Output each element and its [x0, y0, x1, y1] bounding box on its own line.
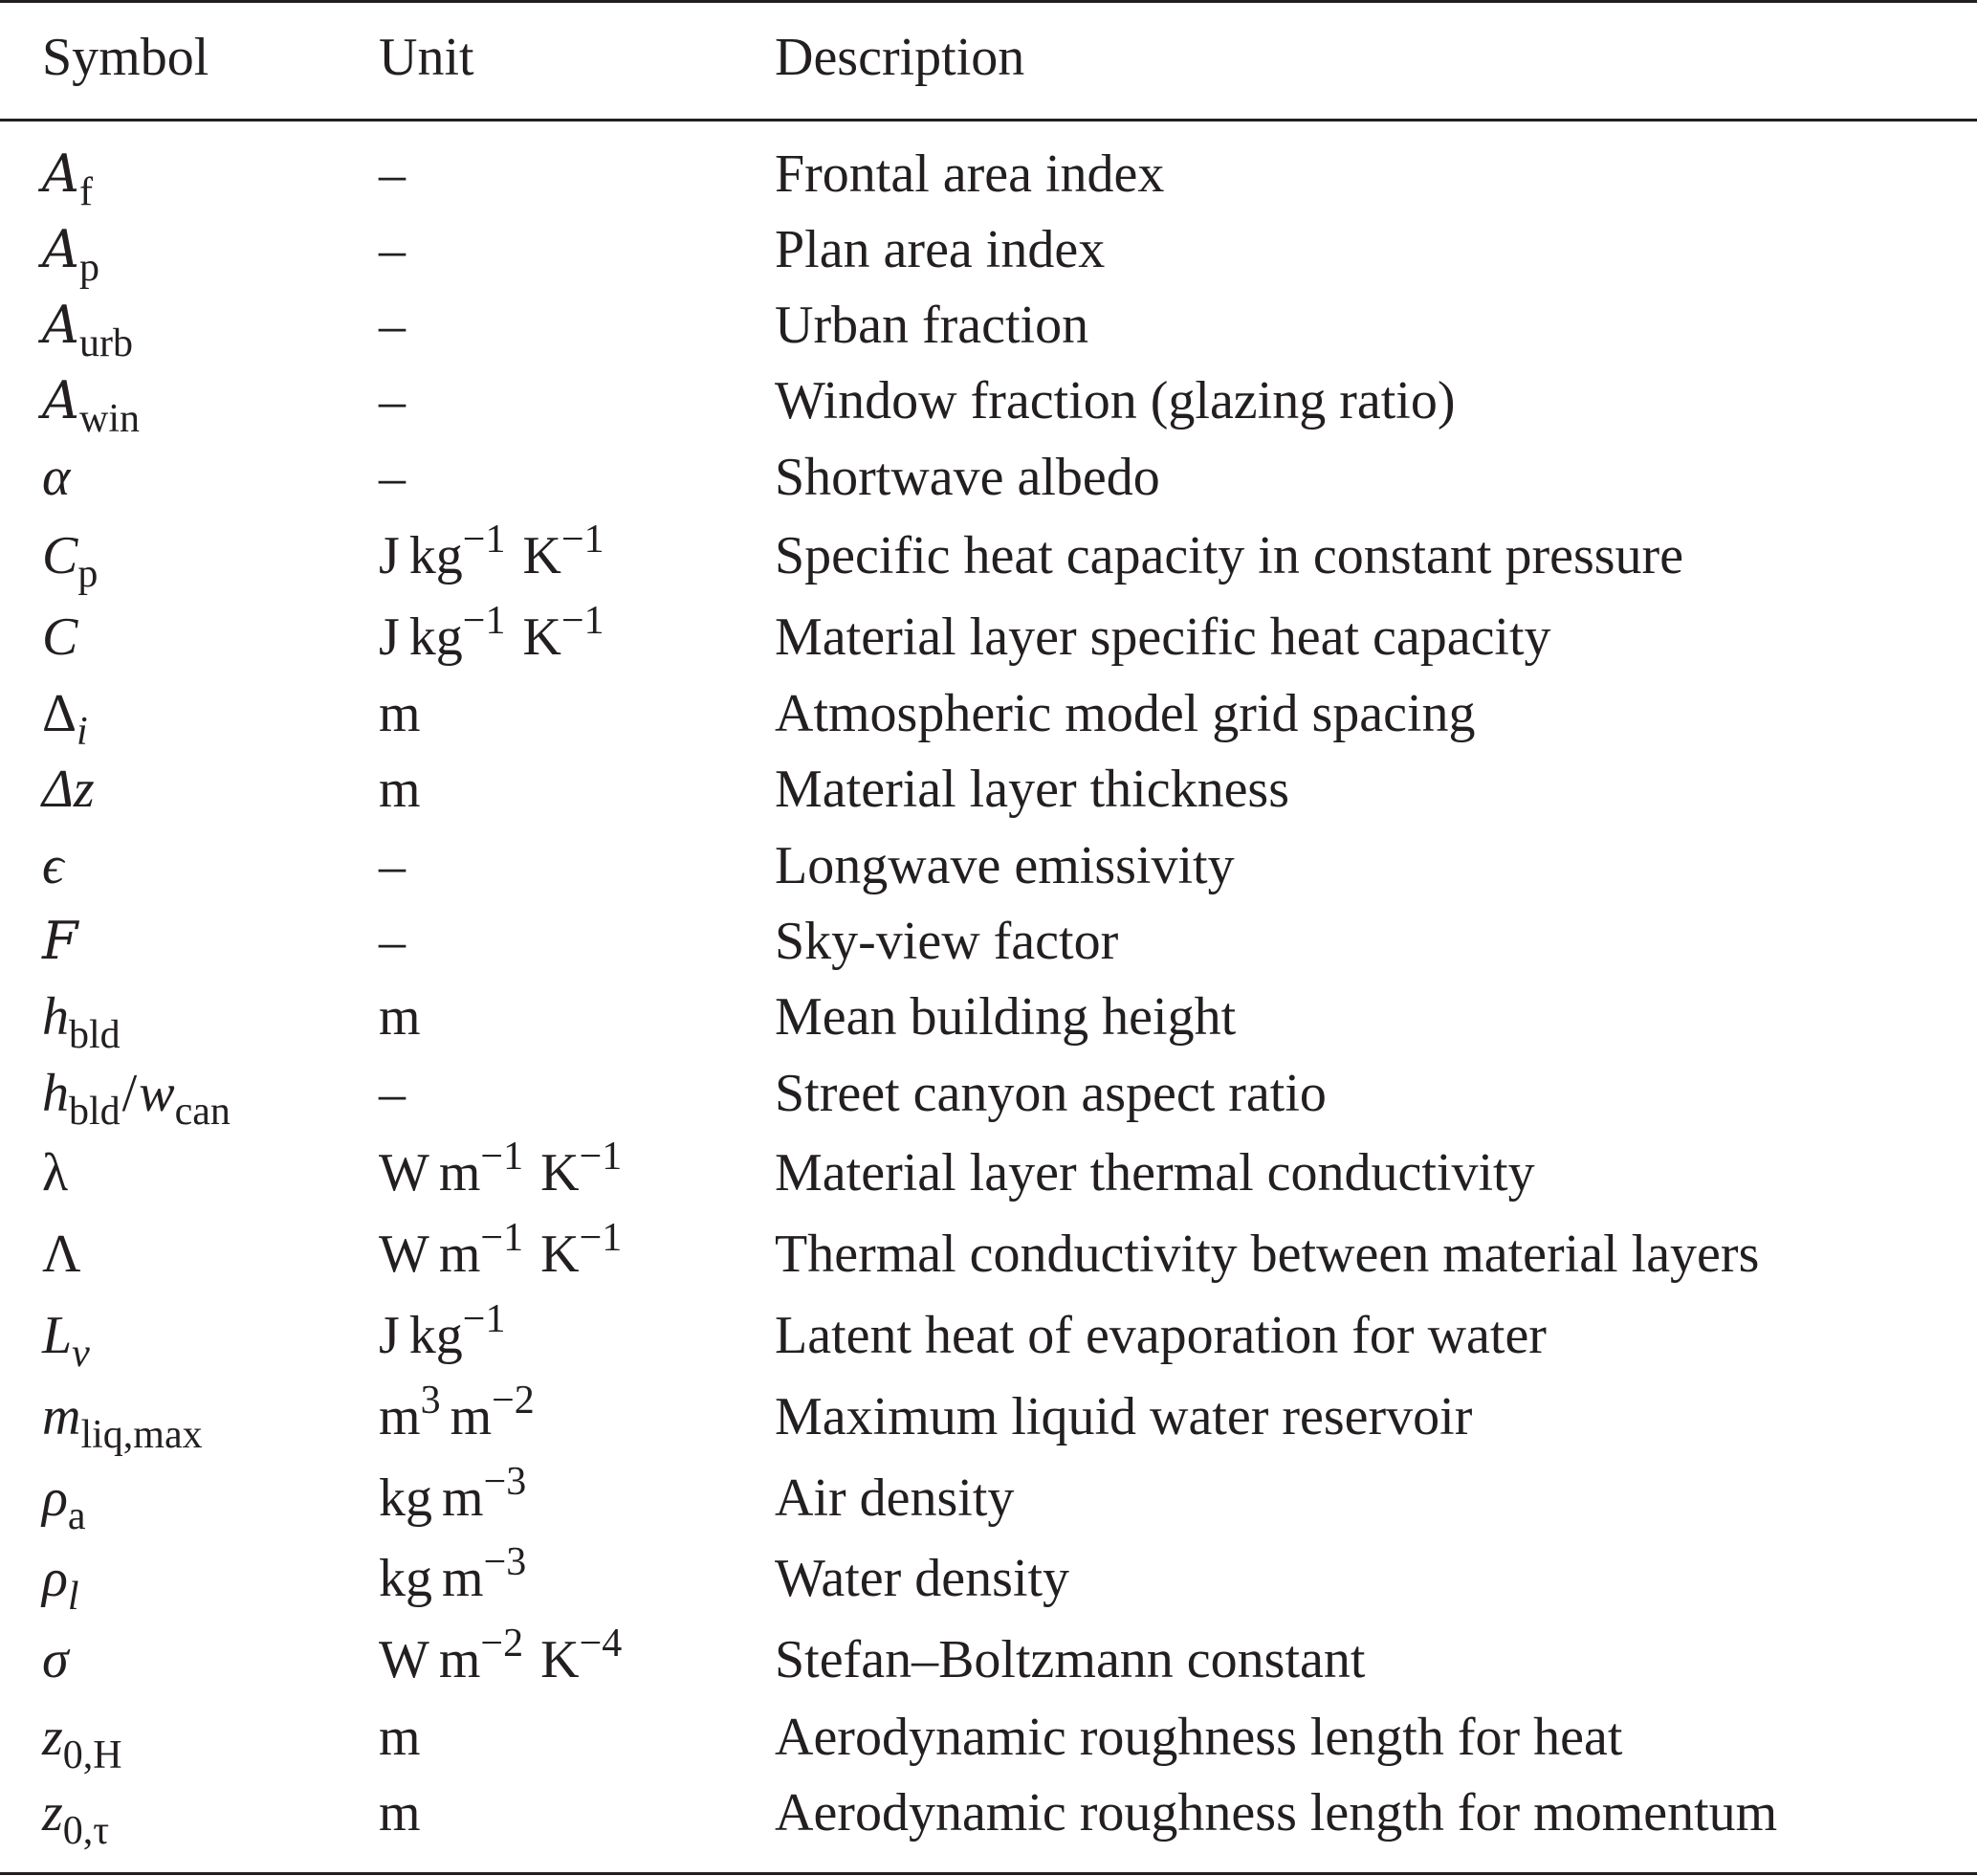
table-row: [0, 1622, 1977, 1698]
bottom-rule: [0, 1872, 1977, 1875]
description-cell: Water density: [775, 1549, 1070, 1608]
table-row: [0, 211, 1977, 288]
description-cell: Sky-view factor: [775, 912, 1119, 971]
unit-cell: m: [379, 1708, 421, 1767]
description-cell: Specific heat capacity in constant pressure: [775, 526, 1684, 585]
symbol-cell: ϵ: [42, 836, 64, 895]
table-row: [0, 136, 1977, 212]
symbol-cell: $A_p$: [42, 219, 99, 290]
header-description: Description: [775, 28, 1025, 87]
symbol-cell: C: [42, 607, 78, 667]
symbol-cell: $h_{bld}/w_{can}$: [42, 1064, 231, 1134]
header-unit: Unit: [379, 28, 474, 87]
description-cell: Latent heat of evaporation for water: [775, 1306, 1547, 1365]
symbol-cell: $h_{bld}$: [42, 987, 121, 1057]
unit-cell: W $m^{-2}$ $K^{-4}$: [379, 1622, 623, 1689]
unit-cell: –: [379, 296, 406, 355]
symbol-cell: $\rho_a$: [42, 1468, 86, 1538]
description-cell: Plan area index: [775, 220, 1106, 279]
unit-cell: m: [379, 1783, 421, 1843]
symbol-cell: $z_{0,H}$: [42, 1708, 122, 1777]
unit-cell: –: [379, 371, 406, 430]
table-header-row: [0, 19, 1977, 96]
unit-cell: $m^3$ $m^{-2}$: [379, 1379, 535, 1446]
unit-cell: m: [379, 684, 421, 743]
description-cell: Material layer specific heat capacity: [775, 607, 1551, 667]
symbol-cell: $A_f$: [42, 143, 93, 214]
symbol-cell: $A_{win}$: [42, 370, 140, 441]
description-cell: Stefan–Boltzmann constant: [775, 1630, 1366, 1689]
table-row: [0, 287, 1977, 364]
table-row: [0, 979, 1977, 1055]
table-row: [0, 1699, 1977, 1776]
unit-cell: –: [379, 836, 406, 895]
table-row: [0, 1297, 1977, 1374]
table-row: [0, 1460, 1977, 1536]
header-symbol: Symbol: [42, 28, 209, 87]
symbol-cell: F: [42, 911, 78, 971]
header-rule: [0, 119, 1977, 121]
unit-cell: W $m^{-1}$ $K^{-1}$: [379, 1216, 623, 1284]
description-cell: Material layer thermal conductivity: [775, 1143, 1535, 1203]
description-cell: Aerodynamic roughness length for momentum: [775, 1783, 1778, 1843]
symbol-cell: $A_{urb}$: [42, 295, 133, 365]
unit-cell: m: [379, 760, 421, 819]
table-row: [0, 828, 1977, 904]
description-cell: Air density: [775, 1468, 1015, 1528]
unit-cell: –: [379, 220, 406, 279]
symbol-cell: $L_v$: [42, 1306, 90, 1376]
symbol-cell: $C_p$: [42, 526, 99, 596]
symbol-cell: σ: [42, 1630, 69, 1689]
description-cell: Frontal area index: [775, 144, 1165, 204]
description-cell: Aerodynamic roughness length for heat: [775, 1708, 1623, 1767]
table-row: [0, 1540, 1977, 1617]
unit-cell: J $kg^{-1}$ $K^{-1}$: [379, 518, 604, 585]
symbol-cell: $\rho_l$: [42, 1549, 79, 1619]
description-cell: Thermal conductivity between material layers: [775, 1225, 1760, 1284]
unit-cell: –: [379, 144, 406, 204]
unit-cell: –: [379, 1064, 406, 1123]
table-row: [0, 363, 1977, 439]
symbol-cell: α: [42, 448, 71, 507]
description-cell: Maximum liquid water reservoir: [775, 1387, 1473, 1446]
unit-cell: W $m^{-1}$ $K^{-1}$: [379, 1135, 623, 1203]
symbol-cell: $\Delta_i$: [42, 684, 88, 754]
table-row: [0, 439, 1977, 516]
symbol-cell: $m_{liq,max}$: [42, 1387, 203, 1457]
table-row: [0, 751, 1977, 828]
description-cell: Street canyon aspect ratio: [775, 1064, 1327, 1123]
table-row: [0, 1775, 1977, 1851]
description-cell: Urban fraction: [775, 296, 1089, 355]
table-row: [0, 599, 1977, 675]
symbol-cell: Δz: [42, 760, 95, 819]
symbol-cell: Λ: [42, 1225, 81, 1284]
description-cell: Atmospheric model grid spacing: [775, 684, 1476, 743]
table-row: [0, 1055, 1977, 1132]
table-row: [0, 518, 1977, 594]
unit-cell: kg $m^{-3}$: [379, 1540, 527, 1608]
description-cell: Longwave emissivity: [775, 836, 1235, 895]
symbol-cell: $z_{0,\tau}$: [42, 1783, 110, 1853]
top-rule: [0, 0, 1977, 3]
table-row: [0, 675, 1977, 752]
description-cell: Material layer thickness: [775, 760, 1290, 819]
description-cell: Mean building height: [775, 987, 1237, 1047]
symbol-cell: λ: [42, 1143, 69, 1203]
unit-cell: m: [379, 987, 421, 1047]
description-cell: Shortwave albedo: [775, 448, 1160, 507]
unit-cell: J $kg^{-1}$ $K^{-1}$: [379, 599, 604, 667]
table-row: [0, 903, 1977, 980]
table-row: [0, 1135, 1977, 1211]
unit-cell: kg $m^{-3}$: [379, 1460, 527, 1528]
description-cell: Window fraction (glazing ratio): [775, 371, 1456, 430]
unit-cell: –: [379, 448, 406, 507]
table-row: [0, 1379, 1977, 1455]
unit-cell: –: [379, 912, 406, 971]
table-row: [0, 1216, 1977, 1292]
unit-cell: J $kg^{-1}$: [379, 1297, 506, 1365]
